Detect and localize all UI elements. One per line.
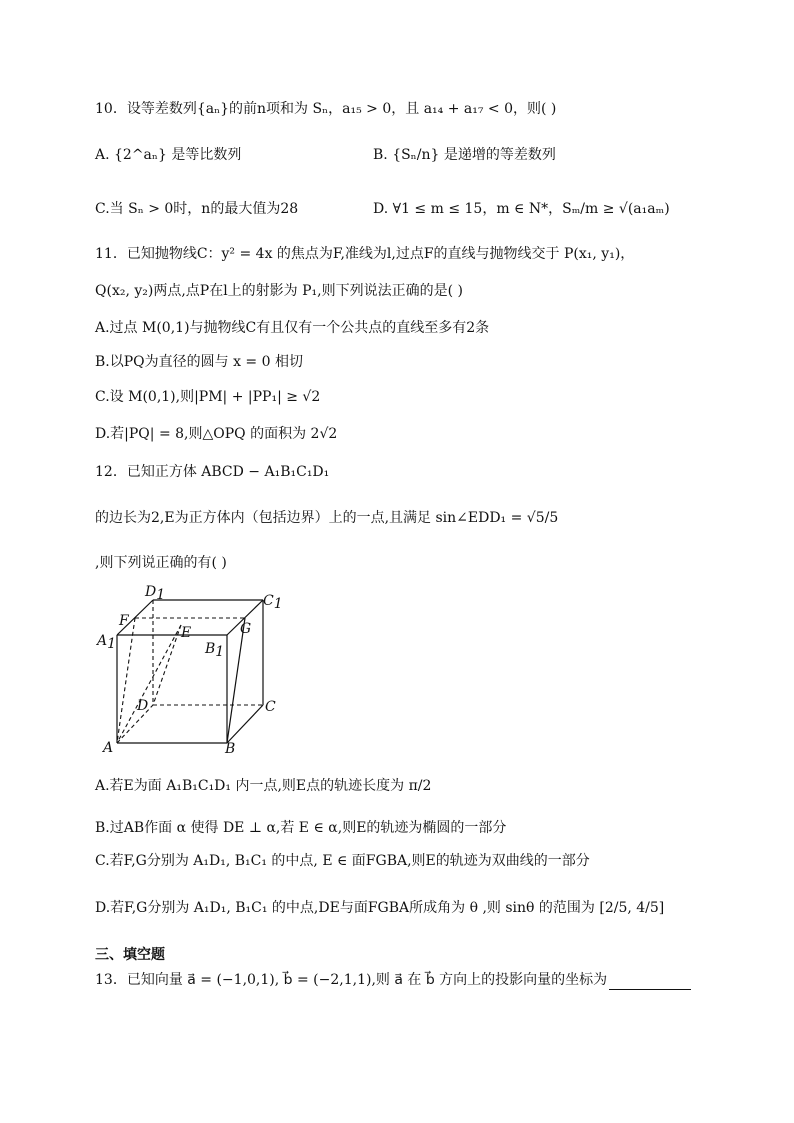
q12-option-c: C.若F,G分别为 A₁D₁, B₁C₁ 的中点, E ∈ 面FGBA,则E的轨迹为双曲线的一部分 [95, 853, 590, 869]
label-e: E [181, 625, 192, 641]
q12-option-a: A.若E为面 A₁B₁C₁D₁ 内一点,则E点的轨迹长度为 π/2 [95, 778, 432, 794]
q11-option-a: A.过点 M(0,1)与抛物线C有且仅有一个公共点的直线至多有2条 [95, 320, 490, 336]
segment-e-a [117, 625, 181, 743]
label-d1: D1 [145, 585, 166, 603]
q11-stem-line2: Q(x₂, y₂)两点,点P在l上的射影为 P₁,则下列说法正确的是( ) [95, 283, 463, 299]
q10-stem: 10．设等差数列{aₙ}的前n项和为 Sₙ，a₁₅ > 0，且 a₁₄ + a₁₇ < 0，则( ) [95, 101, 557, 117]
label-f: F [119, 613, 129, 629]
cube-figure [95, 585, 295, 760]
label-a: A [103, 740, 114, 756]
q11-option-b: B.以PQ为直径的圆与 x = 0 相切 [95, 354, 303, 370]
q13-stem: 13．已知向量 a⃗ = (−1,0,1), b⃗ = (−2,1,1),则 a⃗ 在 b⃗ 方向上的投影向量的坐标为 [95, 972, 608, 988]
q12-option-d: D.若F,G分别为 A₁D₁, B₁C₁ 的中点,DE与面FGBA所成角为 θ ,则 sinθ 的范围为 [2/5, 4/5] [95, 900, 665, 916]
q10-option-b: B. {Sₙ/n} 是递增的等差数列 [373, 147, 556, 163]
q11-option-d: D.若|PQ| = 8,则△OPQ 的面积为 2√2 [95, 426, 338, 442]
q12-stem-line1: 12．已知正方体 ABCD − A₁B₁C₁D₁ [95, 464, 330, 480]
q11-option-c: C.设 M(0,1),则|PM| + |PP₁| ≥ √2 [95, 389, 321, 405]
segment-f-a [117, 618, 135, 743]
label-a1: A1 [97, 633, 117, 652]
q13-answer-blank[interactable] [609, 975, 691, 990]
q13-stem-line [95, 970, 691, 990]
q10-option-c: C.当 Sₙ > 0时，n的最大值为28 [95, 201, 299, 217]
label-b: B [225, 741, 236, 757]
edge-b-c [227, 705, 263, 743]
q12-stem-line3: ,则下列说正确的有( ) [95, 555, 227, 571]
q10-option-a: A. {2^aₙ} 是等比数列 [95, 147, 242, 163]
label-b1: B1 [205, 641, 225, 660]
q12-option-b: B.过AB作面 α 使得 DE ⊥ α,若 E ∈ α,则E的轨迹为椭圆的一部分 [95, 820, 507, 836]
q10-option-d: D. ∀1 ≤ m ≤ 15，m ∈ N*，Sₘ/m ≥ √(a₁aₘ) [373, 201, 670, 217]
section-heading-fill-in: 三、填空题 [95, 947, 165, 963]
label-d: D [137, 698, 149, 714]
q12-stem-line2: 的边长为2,E为正方体内（包括边界）上的一点,且满足 sin∠EDD₁ = √5/5 [95, 510, 559, 526]
q11-stem-line1: 11．已知抛物线C：y² = 4x 的焦点为F,准线为l,过点F的直线与抛物线交于 P(x₁, y₁)， [95, 246, 635, 262]
label-c: C [265, 699, 276, 715]
segment-e-d [153, 625, 181, 705]
label-g: G [240, 621, 252, 637]
label-c1: C1 [263, 593, 283, 612]
